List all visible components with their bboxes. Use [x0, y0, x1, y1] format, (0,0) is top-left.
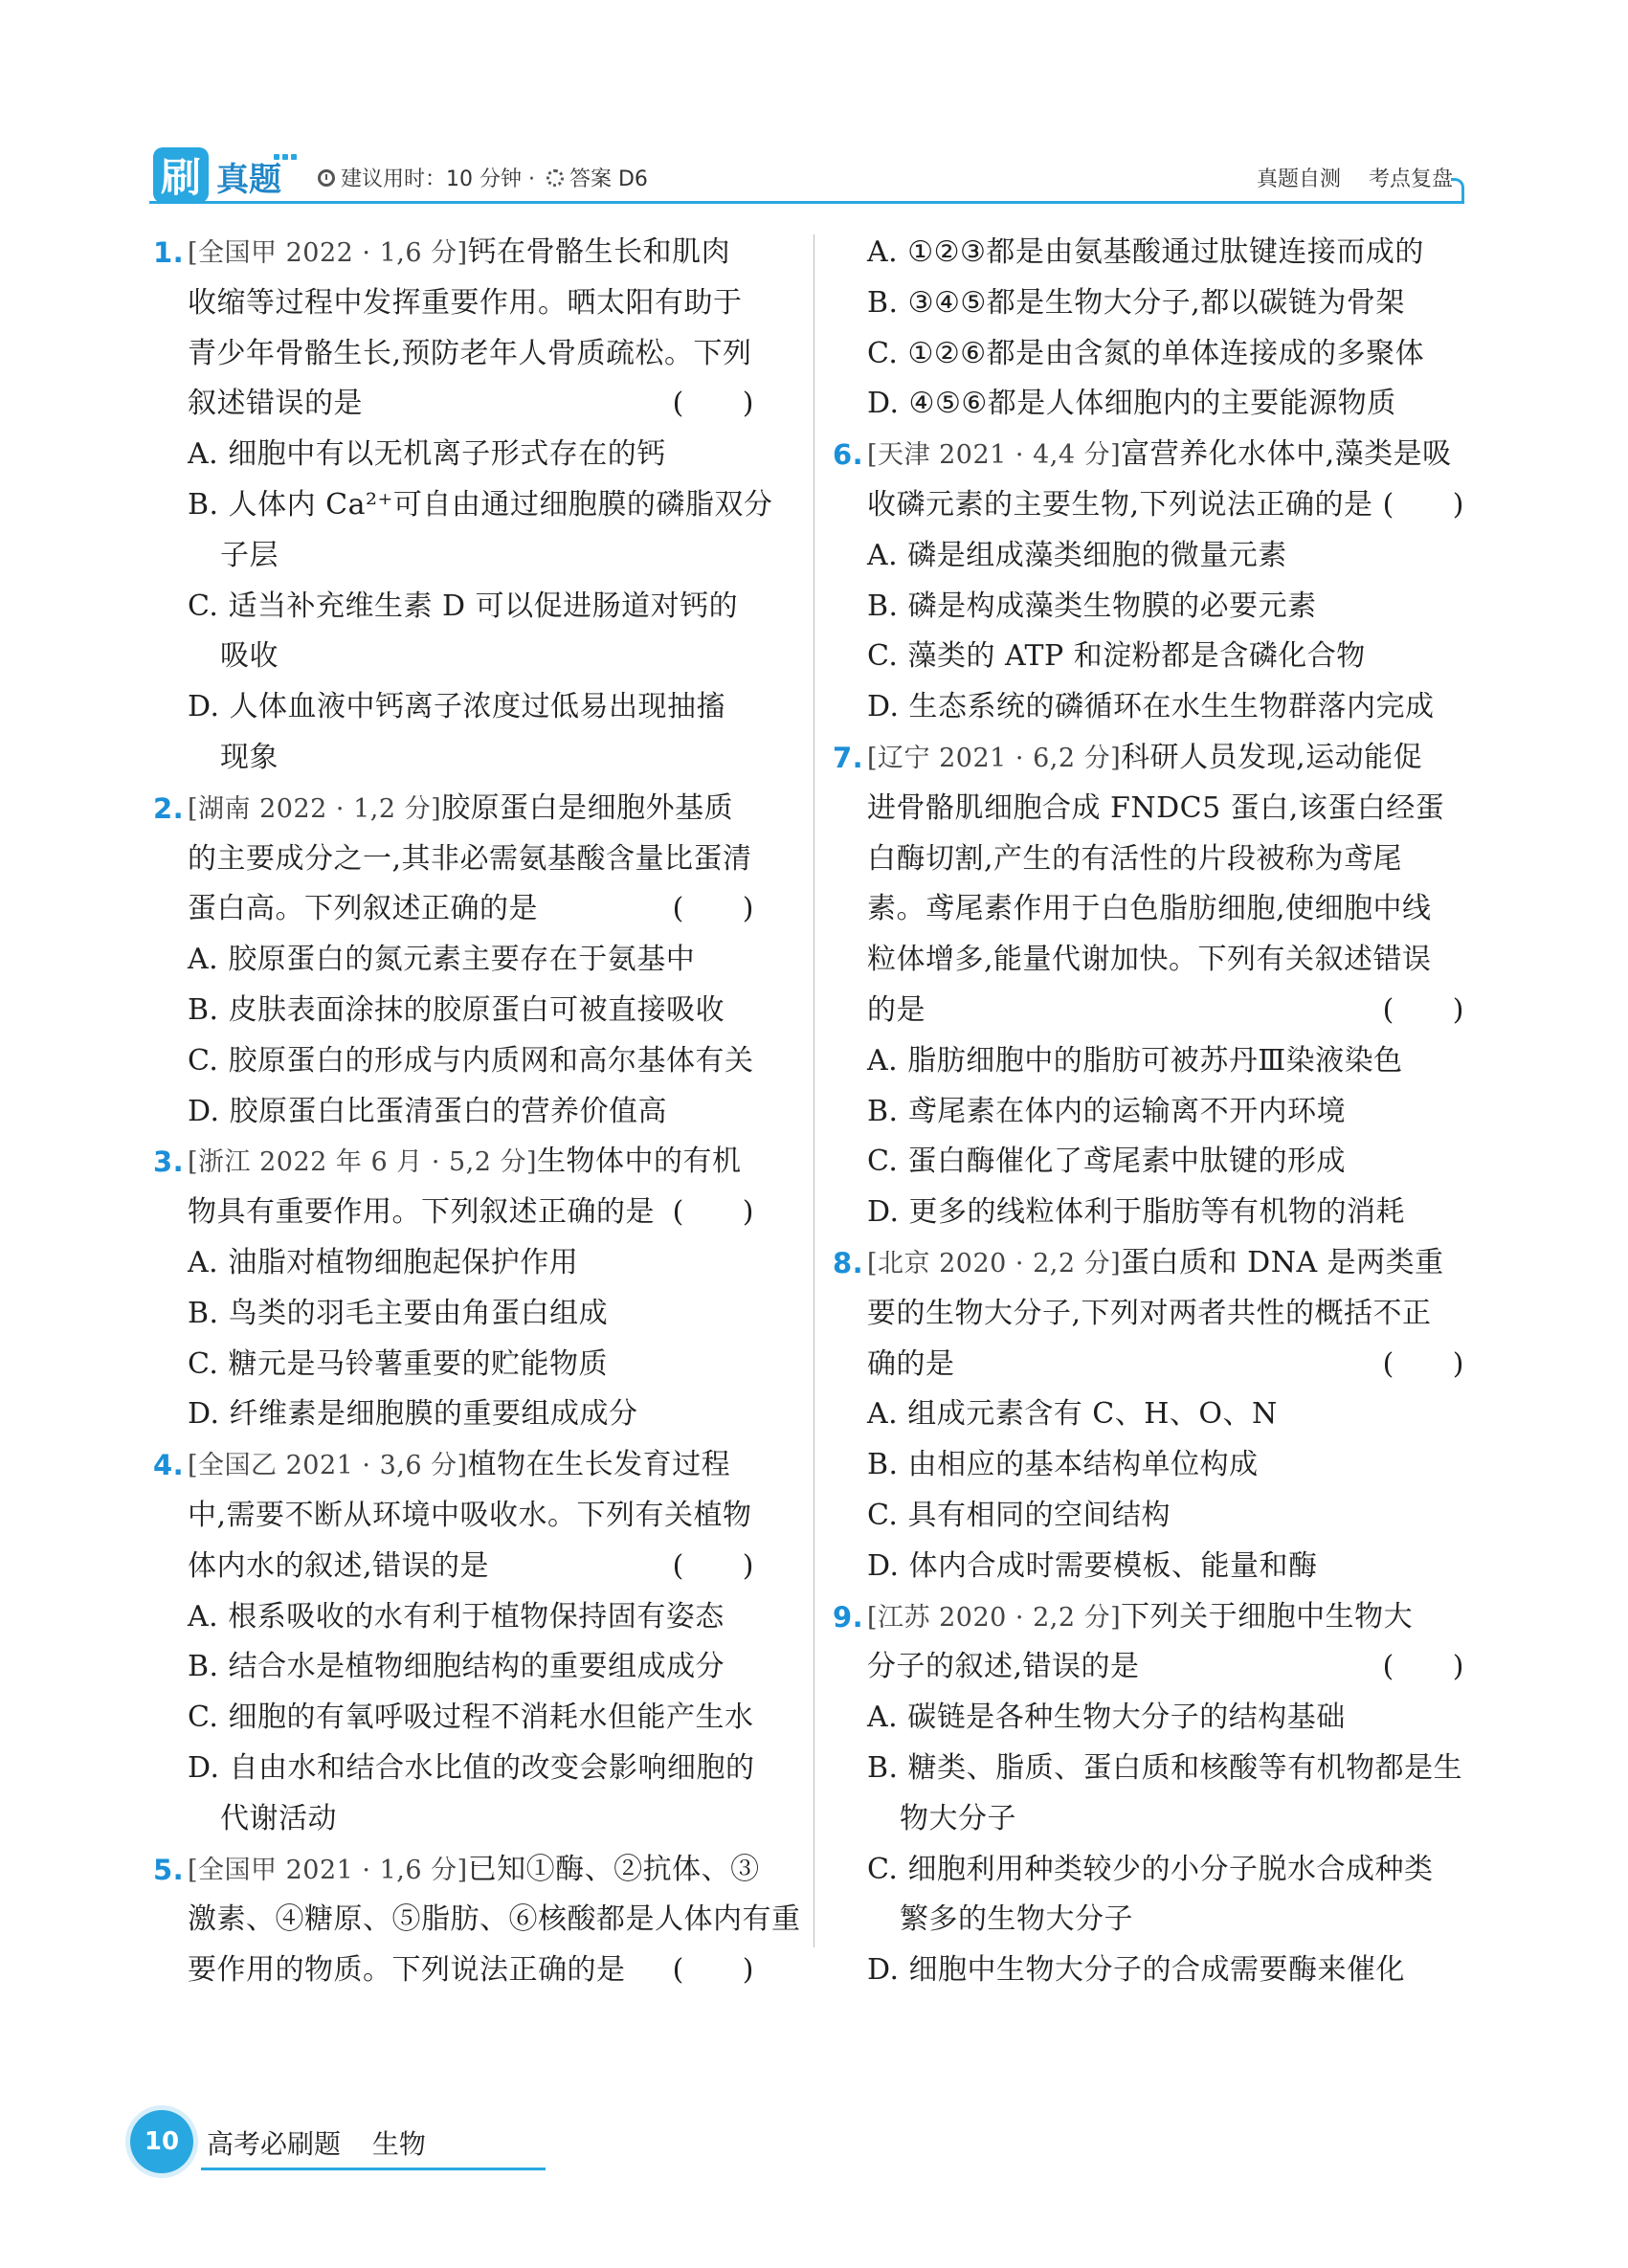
text-line — [153, 986, 754, 1036]
text-line — [833, 986, 1464, 1036]
question-source: [浙江 2022 年 6 月 · 5,2 分] — [188, 1147, 538, 1178]
answer-blank: ( ) — [1382, 1346, 1464, 1381]
question-stem-line — [188, 228, 730, 279]
question-stem-text: 叙述错误的是 — [188, 387, 363, 421]
text-line — [833, 1340, 1464, 1390]
question-stem-text: 富营养化水体中,藻类是吸 — [1121, 437, 1452, 472]
footer-rule — [201, 2168, 546, 2170]
text-line — [153, 1845, 760, 1896]
text-line — [153, 784, 754, 834]
text-line — [833, 1036, 1464, 1087]
text-line — [833, 1137, 1464, 1188]
option-a-text: A. 油脂对植物细胞起保护作用 — [188, 1245, 579, 1279]
question-source: [全国甲 2021 · 1,6 分] — [188, 1855, 468, 1885]
text-line — [833, 1238, 1464, 1289]
text-line — [153, 430, 754, 480]
text-line — [153, 1087, 754, 1138]
question-source: [全国乙 2021 · 3,6 分] — [188, 1451, 468, 1481]
section-title: 真题 — [216, 161, 281, 199]
option-c-text: C. ①②⑥都是由含氮的单体连接成的多聚体 — [867, 336, 1425, 370]
text-line — [153, 935, 754, 986]
answer-blank: ( ) — [1382, 1650, 1464, 1684]
suggested-time: 建议用时：10 分钟 · — [341, 167, 535, 191]
option-d-text: D. ④⑤⑥都是人体细胞内的主要能源物质 — [867, 387, 1396, 421]
text-line — [153, 480, 773, 531]
question-source: [辽宁 2021 · 6,2 分] — [867, 743, 1122, 773]
question-stem-text: 钙在骨骼生长和肌肉 — [467, 235, 731, 269]
text-line — [153, 1238, 754, 1289]
text-line — [833, 278, 1464, 329]
option-c-text: C. 细胞利用种类较少的小分子脱水合成种类 — [867, 1852, 1434, 1886]
text-line — [153, 582, 754, 633]
question-stem-text: 已知①酶、②抗体、③ — [467, 1852, 760, 1886]
header-label-self-test: 真题自测 — [1256, 167, 1341, 191]
question-stem-text: 分子的叙述,错误的是 — [867, 1650, 1140, 1684]
text-line — [153, 733, 754, 784]
header-label-review: 考点复盘 — [1368, 167, 1453, 191]
question-stem-text: 科研人员发现,运动能促 — [1121, 740, 1423, 774]
text-line — [833, 1895, 1464, 1946]
option-c-text: C. 具有相同的空间结构 — [867, 1498, 1171, 1532]
question-stem-text: 胶原蛋白是细胞外基质 — [441, 790, 734, 825]
option-b-text: B. 皮肤表面涂抹的胶原蛋白可被直接吸收 — [188, 992, 725, 1027]
option-c-text: C. 蛋白酶催化了鸢尾素中肽键的形成 — [867, 1145, 1346, 1179]
text-line — [833, 1642, 1464, 1693]
text-line — [153, 1036, 754, 1087]
option-c-text: 吸收 — [220, 639, 279, 674]
header-rule — [149, 201, 1462, 204]
question-stem-line — [188, 784, 733, 835]
text-line — [153, 682, 754, 733]
text-line — [833, 733, 1464, 784]
option-c-text: C. 糖元是马铃薯重要的贮能物质 — [188, 1346, 608, 1381]
text-line — [833, 329, 1464, 380]
text-line — [833, 228, 1464, 278]
header-right-labels — [1236, 163, 1453, 192]
option-a-text: A. 胶原蛋白的氮元素主要存在于氨基中 — [188, 943, 696, 977]
option-a-text: A. ①②③都是由氨基酸通过肽键连接而成的 — [867, 235, 1424, 269]
question-stem-text: 激素、④糖原、⑤脂肪、⑥核酸都是人体内有重 — [188, 1902, 801, 1937]
option-b-text: B. ③④⑤都是生物大分子,都以碳链为骨架 — [867, 285, 1405, 320]
text-line — [153, 1946, 754, 1996]
text-line — [833, 531, 1464, 582]
answer-blank: ( ) — [1382, 992, 1464, 1027]
text-line — [833, 884, 1464, 935]
brand-logo-icon: 刷 — [153, 147, 209, 203]
option-a-text: A. 磷是组成藻类细胞的微量元素 — [867, 538, 1287, 572]
option-a-text: A. 脂肪细胞中的脂肪可被苏丹Ⅲ染液染色 — [867, 1043, 1403, 1078]
text-line — [153, 1642, 754, 1693]
right-column — [833, 228, 1464, 1996]
option-c-text: 繁多的生物大分子 — [900, 1902, 1133, 1937]
answer-blank: ( ) — [672, 1195, 754, 1230]
answer-blank: ( ) — [672, 1953, 754, 1988]
option-d-text: D. 生态系统的磷循环在水生生物群落内完成 — [867, 690, 1435, 724]
text-line — [833, 1744, 1464, 1794]
answer-gear-icon — [546, 169, 564, 187]
header-rule-hook — [1451, 178, 1464, 204]
text-line — [833, 834, 1464, 885]
question-stem-text: 的是 — [867, 992, 926, 1027]
question-stem-line — [188, 1137, 742, 1189]
question-stem-line — [867, 733, 1422, 785]
text-line — [833, 1845, 1464, 1896]
text-line — [833, 1693, 1464, 1744]
text-line — [153, 884, 754, 935]
text-line — [153, 632, 754, 682]
text-line — [833, 480, 1464, 531]
page-number-badge: 10 — [130, 2110, 193, 2173]
option-b-text: B. 糖类、脂质、蛋白质和核酸等有机物都是生 — [867, 1750, 1463, 1785]
answer-blank: ( ) — [1382, 487, 1464, 522]
left-column — [153, 228, 801, 1996]
question-number: 3. — [153, 1145, 185, 1179]
option-d-text: D. 自由水和结合水比值的改变会影响细胞的 — [188, 1750, 755, 1785]
question-stem-text: 要作用的物质。下列说法正确的是 — [188, 1953, 626, 1988]
option-b-text: B. 人体内 Ca²⁺可自由通过细胞膜的磷脂双分 — [188, 487, 773, 522]
option-d-text: D. 细胞中生物大分子的合成需要酶来催化 — [867, 1953, 1406, 1988]
option-b-text: B. 磷是构成藻类生物膜的必要元素 — [867, 589, 1317, 623]
option-b-text: 子层 — [220, 538, 279, 572]
text-line — [833, 379, 1464, 430]
text-line — [833, 1592, 1464, 1643]
question-source: [湖南 2022 · 1,2 分] — [188, 793, 442, 824]
text-line — [153, 1390, 754, 1440]
option-d-text: 现象 — [220, 740, 279, 774]
question-number: 7. — [833, 741, 864, 774]
text-line — [153, 228, 754, 278]
text-line — [153, 1592, 754, 1643]
clock-icon — [318, 169, 335, 187]
option-b-text: B. 鸢尾素在体内的运输离不开内环境 — [867, 1094, 1347, 1128]
option-c-text: C. 藻类的 ATP 和淀粉都是含磷化合物 — [867, 639, 1366, 674]
text-line — [153, 1744, 754, 1794]
text-line — [153, 1794, 754, 1845]
answer-blank: ( ) — [672, 387, 754, 421]
text-line — [833, 1491, 1464, 1542]
option-b-text: B. 由相应的基本结构单位构成 — [867, 1448, 1259, 1482]
question-stem-text: 要的生物大分子,下列对两者共性的概括不正 — [867, 1296, 1432, 1330]
option-c-text: C. 适当补充维生素 D 可以促进肠道对钙的 — [188, 589, 739, 623]
footer-book-info — [207, 2123, 426, 2162]
option-d-text: D. 人体血液中钙离子浓度过低易出现抽搐 — [188, 690, 726, 724]
question-source: [北京 2020 · 2,2 分] — [867, 1248, 1122, 1279]
logo-dots-decoration — [274, 145, 302, 153]
question-stem-text: 植物在生长发育过程 — [467, 1448, 731, 1482]
page-footer — [130, 2110, 532, 2177]
option-b-text: 物大分子 — [900, 1801, 1016, 1835]
question-source: [全国甲 2022 · 1,6 分] — [188, 238, 468, 268]
question-stem-text: 素。鸢尾素作用于白色脂肪细胞,使细胞中线 — [867, 892, 1432, 926]
option-a-text: A. 细胞中有以无机离子形式存在的钙 — [188, 437, 666, 472]
question-stem-text: 进骨骼肌细胞合成 FNDC5 蛋白,该蛋白经蛋 — [867, 790, 1445, 825]
text-line — [833, 1087, 1464, 1138]
question-stem-text: 物具有重要作用。下列叙述正确的是 — [188, 1195, 655, 1230]
text-line — [153, 278, 754, 329]
question-source: [江苏 2020 · 2,2 分] — [867, 1602, 1122, 1633]
question-stem-text: 中,需要不断从环境中吸收水。下列有关植物 — [188, 1498, 752, 1532]
option-a-text: A. 组成元素含有 C、H、O、N — [867, 1397, 1278, 1432]
question-stem-text: 的主要成分之一,其非必需氨基酸含量比蛋清 — [188, 841, 752, 876]
text-line — [153, 531, 754, 582]
answer-reference: 答案 D6 — [569, 167, 648, 191]
question-source: [天津 2021 · 4,4 分] — [867, 440, 1122, 471]
question-stem-line — [188, 1845, 760, 1897]
question-stem-text: 生物体中的有机 — [537, 1145, 742, 1179]
text-line — [153, 1895, 801, 1946]
option-b-text: B. 结合水是植物细胞结构的重要组成成分 — [188, 1650, 725, 1684]
text-line — [833, 632, 1464, 682]
text-line — [153, 1188, 754, 1238]
question-stem-text: 下列关于细胞中生物大 — [1121, 1599, 1414, 1634]
text-line — [153, 834, 754, 885]
text-line — [153, 1693, 754, 1744]
option-b-text: B. 鸟类的羽毛主要由角蛋白组成 — [188, 1296, 609, 1330]
question-stem-line — [188, 1440, 730, 1492]
option-d-text: D. 体内合成时需要模板、能量和酶 — [867, 1548, 1318, 1583]
text-line — [833, 935, 1464, 986]
question-stem-text: 蛋白质和 DNA 是两类重 — [1121, 1245, 1444, 1279]
text-line — [153, 329, 754, 380]
question-stem-line — [867, 1592, 1413, 1644]
question-stem-text: 体内水的叙述,错误的是 — [188, 1548, 490, 1583]
option-a-text: A. 根系吸收的水有利于植物保持固有姿态 — [188, 1599, 725, 1634]
question-number: 4. — [153, 1449, 185, 1482]
question-stem-text: 确的是 — [867, 1346, 955, 1381]
option-d-text: D. 胶原蛋白比蛋清蛋白的营养价值高 — [188, 1094, 668, 1128]
text-line — [833, 1289, 1464, 1340]
question-stem-text: 蛋白高。下列叙述正确的是 — [188, 892, 538, 926]
question-number: 1. — [153, 236, 185, 269]
text-line — [833, 1946, 1464, 1996]
option-d-text: D. 更多的线粒体利于脂肪等有机物的消耗 — [867, 1195, 1406, 1230]
text-line — [153, 1542, 754, 1592]
option-c-text: C. 细胞的有氧呼吸过程不消耗水但能产生水 — [188, 1701, 754, 1735]
text-line — [833, 1440, 1464, 1491]
text-line — [833, 1794, 1464, 1845]
text-line — [153, 1440, 754, 1491]
text-line — [833, 1188, 1464, 1238]
question-stem-text: 收磷元素的主要生物,下列说法正确的是 — [867, 487, 1373, 522]
question-stem-line — [867, 1238, 1444, 1290]
question-stem-line — [867, 430, 1452, 481]
text-line — [153, 1491, 754, 1542]
option-d-text: 代谢活动 — [220, 1801, 337, 1835]
option-d-text: D. 纤维素是细胞膜的重要组成成分 — [188, 1397, 638, 1432]
question-number: 9. — [833, 1600, 864, 1634]
text-line — [833, 430, 1464, 480]
option-c-text: C. 胶原蛋白的形成与内质网和高尔基体有关 — [188, 1043, 754, 1078]
question-number: 2. — [153, 791, 185, 825]
question-stem-text: 青少年骨骼生长,预防老年人骨质疏松。下列 — [188, 336, 752, 370]
question-stem-text: 收缩等过程中发挥重要作用。晒太阳有助于 — [188, 285, 743, 320]
text-line — [833, 682, 1464, 733]
text-line — [153, 1137, 754, 1188]
answer-blank: ( ) — [672, 1548, 754, 1583]
book-title: 高考必刷题 — [207, 2128, 342, 2160]
text-line — [153, 1340, 754, 1390]
answer-blank: ( ) — [672, 892, 754, 926]
question-stem-text: 粒体增多,能量代谢加快。下列有关叙述错误 — [867, 943, 1432, 977]
question-number: 5. — [153, 1853, 185, 1886]
subject-name: 生物 — [371, 2128, 426, 2160]
question-number: 8. — [833, 1246, 864, 1279]
text-line — [833, 582, 1464, 633]
text-line — [833, 1542, 1464, 1592]
option-a-text: A. 碳链是各种生物大分子的结构基础 — [867, 1701, 1346, 1735]
text-line — [153, 1289, 754, 1340]
question-number: 6. — [833, 438, 864, 472]
text-line — [833, 784, 1464, 834]
question-stem-text: 白酶切割,产生的有活性的片段被称为鸢尾 — [867, 841, 1403, 876]
text-line — [153, 379, 754, 430]
text-line — [833, 1390, 1464, 1440]
header-info — [318, 163, 648, 192]
